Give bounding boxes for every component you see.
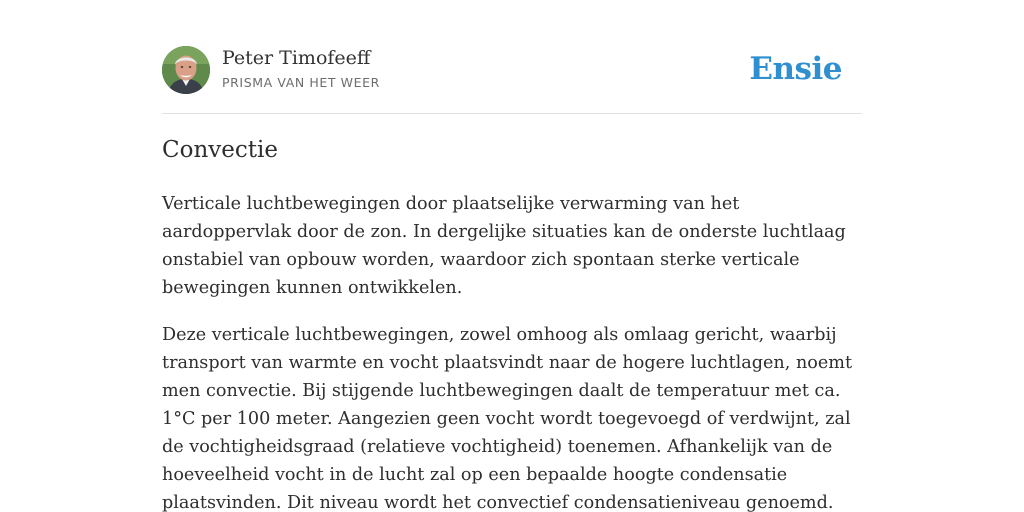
header-divider xyxy=(162,113,862,114)
avatar-portrait-icon xyxy=(162,46,210,94)
author-name[interactable]: Peter Timofeeff xyxy=(222,47,371,69)
author-header xyxy=(162,46,862,96)
ensie-logo[interactable]: Ensie xyxy=(749,51,842,87)
article-paragraph-2: Deze verticale luchtbewegingen, zowel omhoog als omlaag gericht, waarbij transport van warmte en vocht plaatsvindt naar de hogere luchtlagen, noemt men convectie. Bij stijgende luchtbewegingen daalt de temperatuur met ca. 1°C per 100 meter. Aangezien geen vocht wordt toegevoegd of verdwijnt, zal de vochtigheidsgraad (relatieve vochtigheid) toenemen. Afhankelijk van de hoeveelheid vocht in de lucht zal op een bepaalde hoogte condensatie plaatsvinden. Dit niveau wordt het convectief condensatieniveau genoemd. xyxy=(162,325,853,512)
article-body xyxy=(162,190,862,512)
article-paragraph-1: Verticale luchtbewegingen door plaatselijke verwarming van het aardoppervlak door de zon. In dergelijke situaties kan de onderste luchtlaag onstabiel van opbouw worden, waardoor zich spontaan sterke verticale bewegingen kunnen ontwikkelen. xyxy=(162,194,846,298)
author-avatar[interactable] xyxy=(162,46,210,94)
article-title: Convectie xyxy=(162,137,278,163)
author-source[interactable]: PRISMA VAN HET WEER xyxy=(222,75,380,90)
